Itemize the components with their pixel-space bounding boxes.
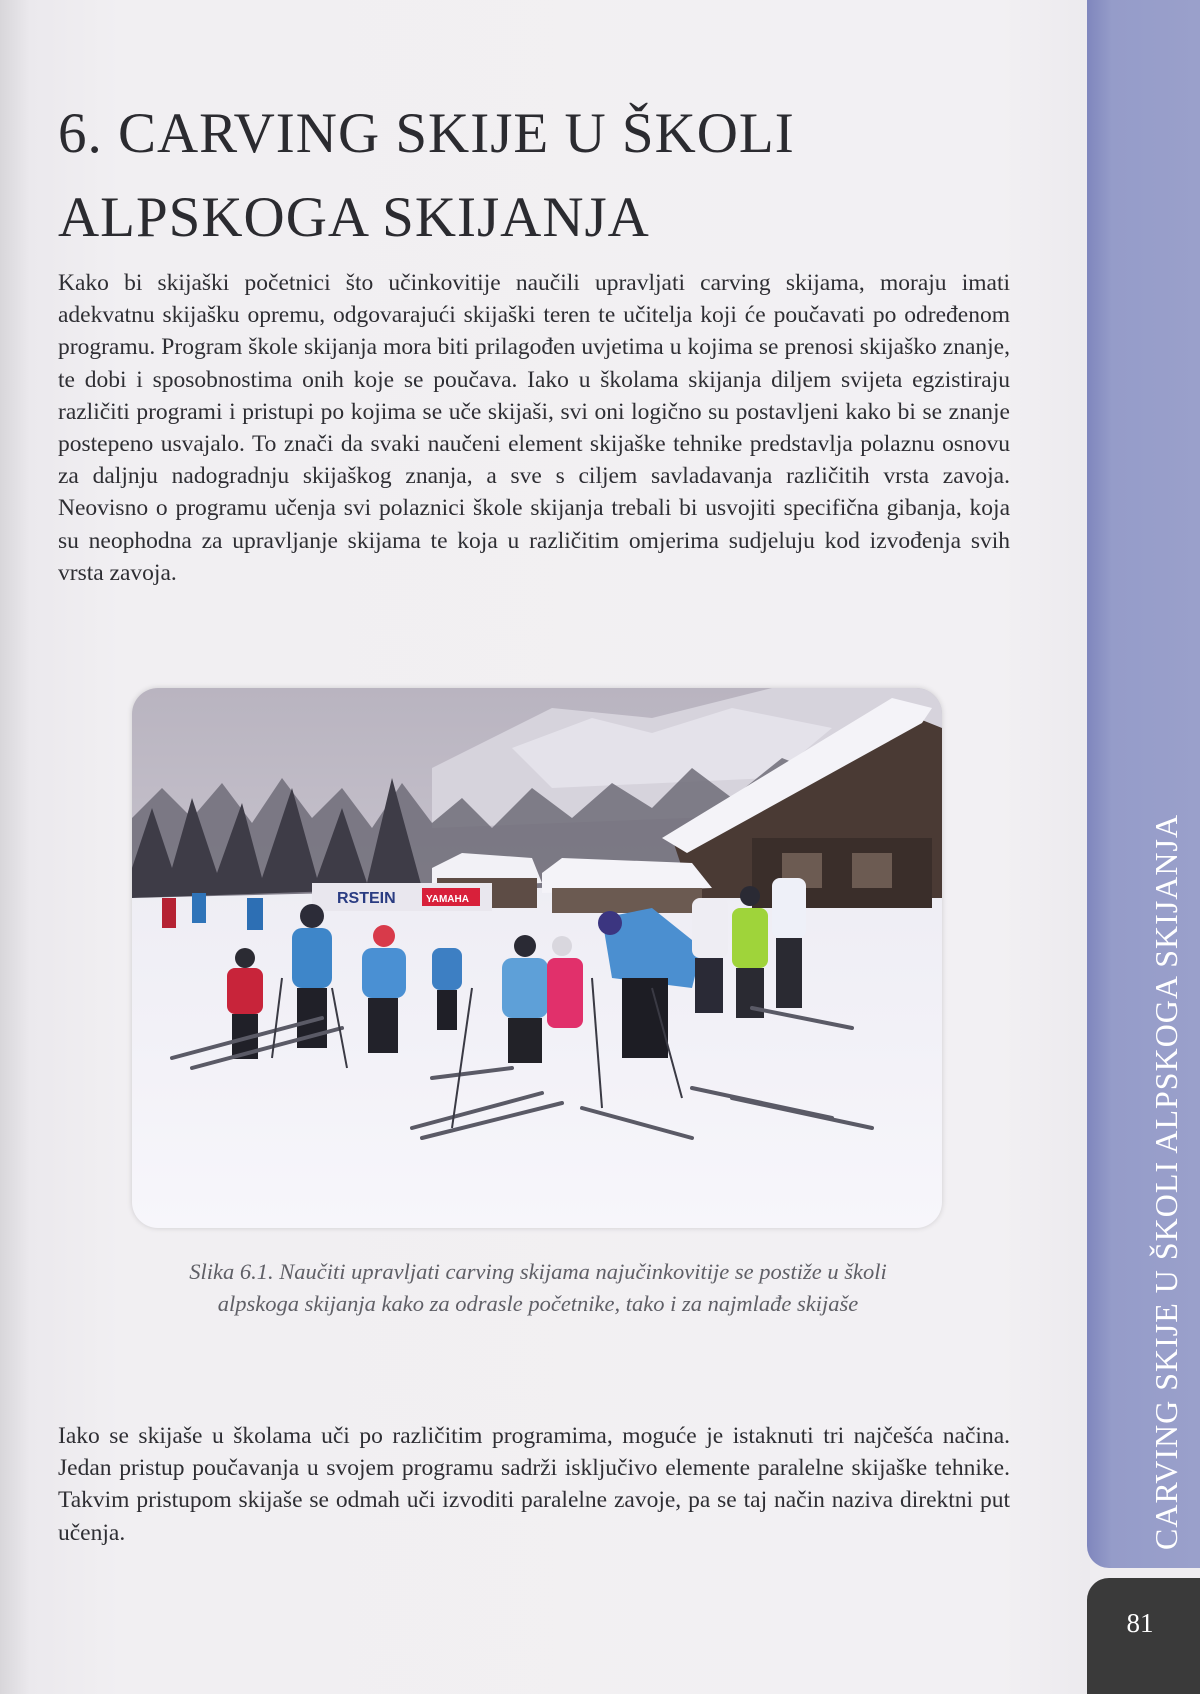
figure-caption-line-1: Slika 6.1. Naučiti upravljati carving skijama najučinkovitije se postiže u školi [189, 1259, 887, 1284]
ski-school-photo [132, 688, 942, 1228]
sign-text: RSTEIN [337, 890, 396, 907]
chapter-title-line-1: 6. CARVING SKIJE U ŠKOLI [58, 102, 795, 165]
chapter-title [58, 92, 958, 260]
figure-caption [110, 1256, 966, 1320]
yamaha-sign-text: YAMAHA [426, 894, 469, 905]
chapter-side-label: CARVING SKIJE U ŠKOLI ALPSKOGA SKIJANJA [1148, 813, 1184, 1550]
page-number: 81 [1126, 1608, 1154, 1638]
body-paragraph-2: Iako se skijaše u školama uči po različitim programima, moguće je istaknuti tri najčešća načina. Jedan pristup poučavanja u svojem programu sadrži isključivo elemente paralelne skijaške tehnike. Takvim pristupom skijaše se odmah uči izvoditi paralelne zavoje, pa se taj način naziva direktni put učenja. [58, 1423, 1010, 1546]
body-paragraph-1: Kako bi skijaški početnici što učinkovitije naučili upravljati carving skijama, moraju imati adekvatnu skijašku opremu, odgovarajući skijaški teren te učitelja koji će poučavati po određenom programu. Program škole skijanja mora biti prilagođen uvjetima u kojima se prenosi skijaško znanje, te dobi i sposobnostima onih koje se poučava. Iako u školama skijanja diljem svijeta egzistiraju različiti programi i pristupi po kojima se uče skijaši, svi oni logično su postavljeni kako bi se znanje postepeno usvajalo. To znači da svaki naučeni element skijaške tehnike predstavlja polaznu osnovu za daljnju nadogradnju skijaškog znanja, a sve s ciljem savladavanja različitih vrsta zavoja. Neovisno o programu učenja svi polaznici škole skijanja trebali bi usvojiti specifična gibanja, koja su neophodna za upravljanje skijama te koja u različitim omjerima sudjeluju kod izvođenja svih vrsta zavoja. [58, 270, 1010, 586]
figure-caption-line-2: alpskoga skijanja kako za odrasle početnike, tako i za najmlađe skijaše [217, 1291, 859, 1316]
chapter-title-line-2: ALPSKOGA SKIJANJA [58, 186, 650, 249]
